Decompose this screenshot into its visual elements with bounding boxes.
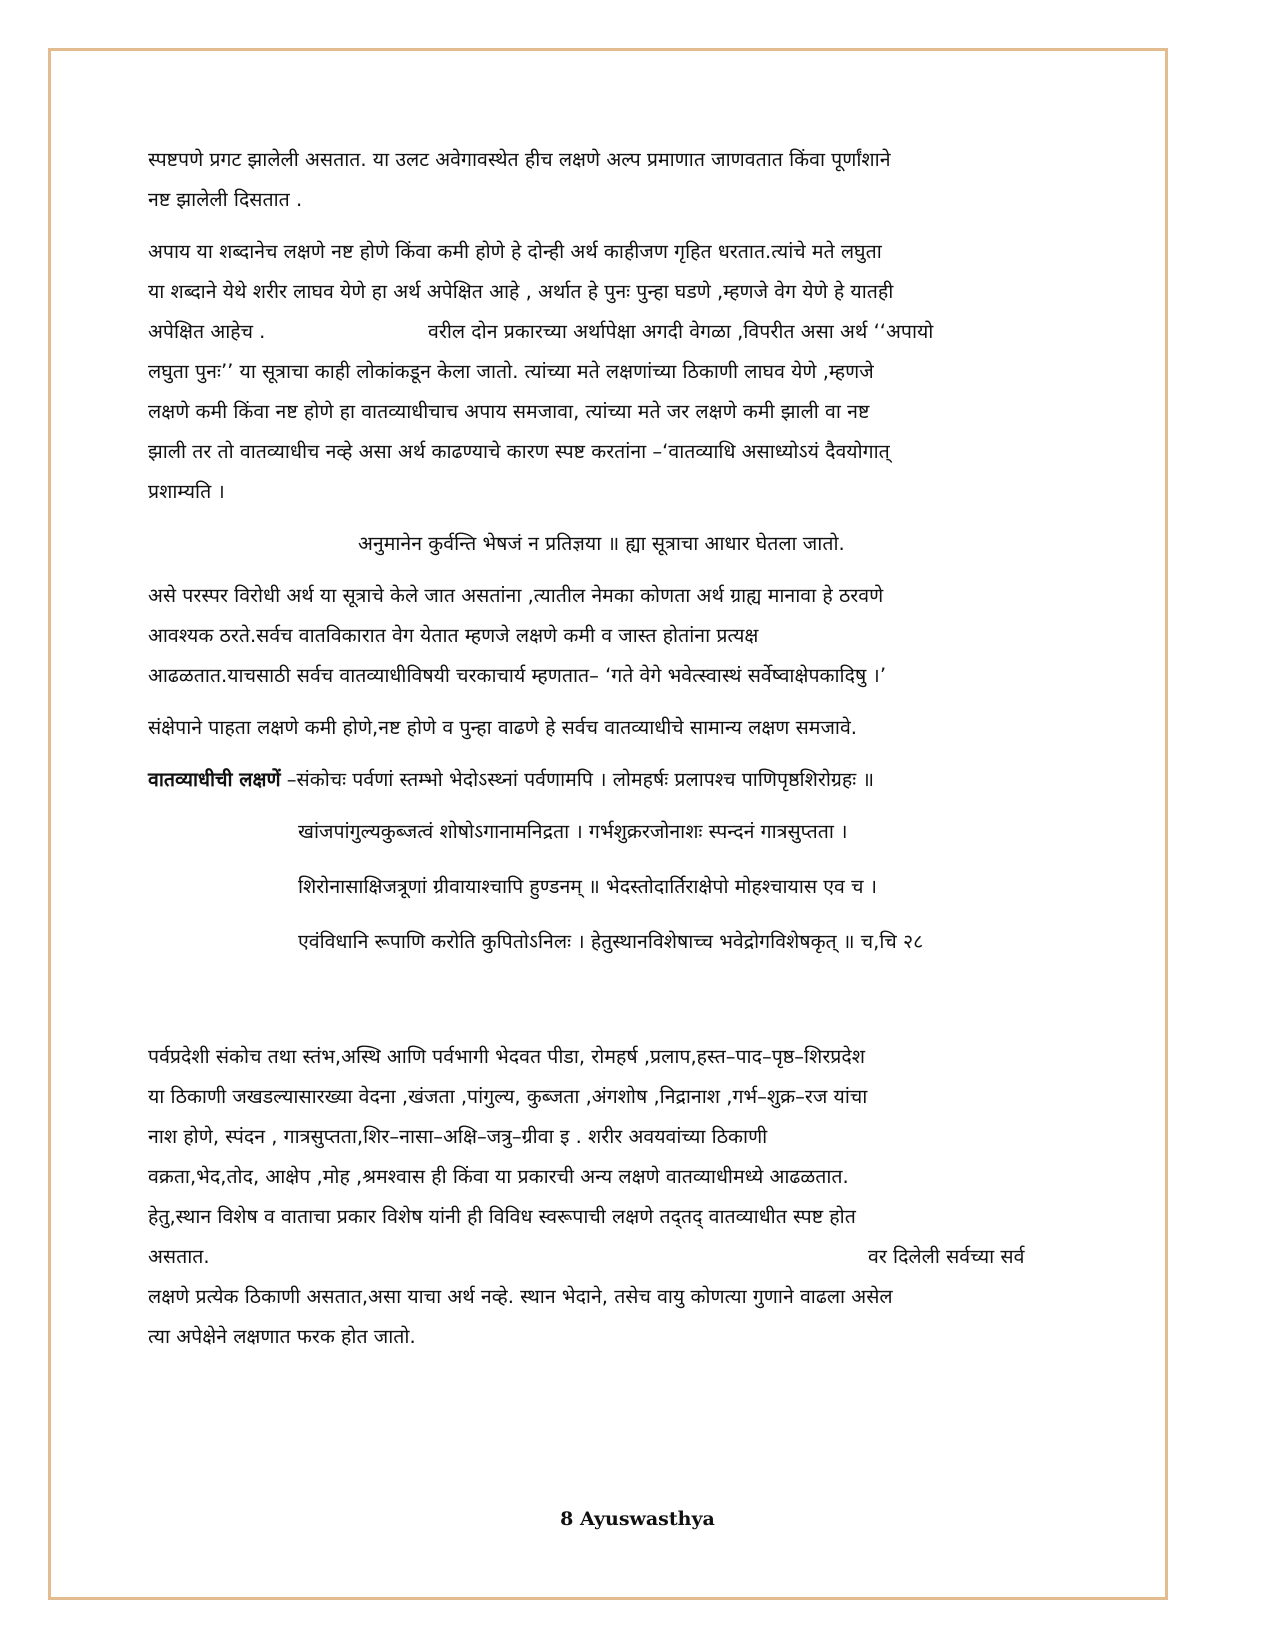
text-fragment: अपेक्षित आहेच .	[148, 320, 266, 343]
text-line	[148, 1237, 1128, 1277]
text-line: त्या अपेक्षेने लक्षणात फरक होत जातो.	[148, 1325, 416, 1348]
text-fragment: वरील दोन प्रकारच्या अर्थापेक्षा अगदी वेगळा ,विपरीत असा अर्थ ‘‘अपायो	[428, 320, 934, 343]
text-line	[148, 312, 1128, 352]
text-line: आवश्यक ठरते.सर्वच वातविकारात वेग येतात म्हणजे लक्षणे कमी व जास्त होतांना प्रत्यक्ष	[148, 624, 759, 647]
text-line: एवंविधानि रूपाणि करोति कुपितोऽनिलः । हेतुस्थानविशेषाच्च भवेद्रोगविशेषकृत् ॥ च,चि २८	[298, 930, 924, 953]
text-line: असे परस्पर विरोधी अर्थ या सूत्राचे केले जात असतांना ,त्यातील नेमका कोणता अर्थ ग्राह्य मानावा हे ठरवणे	[148, 584, 884, 607]
text-line: झाली तर तो वातव्याधीच नव्हे असा अर्थ काढण्याचे कारण स्पष्ट करतांना –‘वातव्याधि असाध्योऽयं दैवयोगात्	[148, 440, 890, 463]
page-body	[148, 140, 1128, 1369]
text-fragment: –संकोचः पर्वणां स्तम्भो भेदोऽस्थ्नां पर्वणामपि । लोमहर्षः प्रलापश्च पाणिपृष्ठशिरोग्रहः ॥	[280, 768, 875, 791]
text-line: पर्वप्रदेशी संकोच तथा स्तंभ,अस्थि आणि पर्वभागी भेदवत पीडा, रोमहर्ष ,प्रलाप,हस्त–पाद–पृष्ठ–शिरप्रदेश	[148, 1045, 866, 1068]
paragraph-1	[148, 140, 1128, 220]
spacer	[148, 977, 1128, 1037]
paragraph-6	[148, 760, 1128, 800]
text-fragment: असतात.	[148, 1245, 210, 1268]
text-line: लघुता पुनः’’ या सूत्राचा काही लोकांकडून केला जातो. त्यांच्या मते लक्षणांच्या ठिकाणी लाघव येणे ,म्हणजे	[148, 360, 874, 383]
text-line: वक्रता,भेद,तोद, आक्षेप ,मोह ,श्रमश्वास ही किंवा या प्रकारची अन्य लक्षणे वातव्याधीमध्ये आढळतात.	[148, 1165, 849, 1188]
text-line	[148, 760, 1128, 800]
text-line: लक्षणे कमी किंवा नष्ट होणे हा वातव्याधीचाच अपाय समजावा, त्यांच्या मते जर लक्षणे कमी झाली वा नष्ट	[148, 400, 870, 423]
verse-line	[148, 812, 1128, 852]
text-line: या शब्दाने येथे शरीर लाघव येणे हा अर्थ अपेक्षित आहे , अर्थात हे पुनः पुन्हा घडणे ,म्हणजे वेग येणे हे यातही	[148, 280, 894, 303]
text-line: अपाय या शब्दानेच लक्षणे नष्ट होणे किंवा कमी होणे हे दोन्ही अर्थ काहीजण गृहित धरतात.त्यांचे मते लघुता	[148, 240, 882, 263]
verse-line	[148, 922, 1128, 962]
text-line: संक्षेपाने पाहता लक्षणे कमी होणे,नष्ट होणे व पुन्हा वाढणे हे सर्वच वातव्याधीचे सामान्य लक्षण समजावे.	[148, 716, 857, 739]
quoted-verse	[148, 524, 1128, 564]
text-line: आढळतात.याचसाठी सर्वच वातव्याधीविषयी चरकाचार्य म्हणतात– ‘गते वेगे भवेत्स्वास्थं सर्वेष्वाक्षेपकादिषु ।’	[148, 664, 887, 687]
text-fragment: वर दिलेली सर्वच्या सर्व	[868, 1245, 1025, 1268]
text-line: नाश होणे, स्पंदन , गात्रसुप्तता,शिर–नासा–अक्षि–जत्रु–ग्रीवा इ . शरीर अवयवांच्या ठिकाणी	[148, 1125, 768, 1148]
paragraph-4	[148, 576, 1128, 696]
paragraph-5	[148, 708, 1128, 748]
verse-line	[148, 867, 1128, 907]
text-line: शिरोनासाक्षिजत्रूणां ग्रीवायाश्चापि हुण्डनम् ॥ भेदस्तोदार्तिराक्षेपो मोहश्चायास एव च ।	[298, 875, 878, 898]
text-line: लक्षणे प्रत्येक ठिकाणी असतात,असा याचा अर्थ नव्हे. स्थान भेदाने, तसेच वायु कोणत्या गुणाने वाढला असेल	[148, 1285, 893, 1308]
page-footer: 8 Ayuswasthya	[560, 1508, 715, 1530]
paragraph-2	[148, 232, 1128, 512]
paragraph-7	[148, 1037, 1128, 1357]
text-line: खांजपांगुल्यकुब्जत्वं शोषोऽगानामनिद्रता । गर्भशुक्ररजोनाशः स्पन्दनं गात्रसुप्तता ।	[298, 820, 848, 843]
text-line: प्रशाम्यति ।	[148, 480, 225, 503]
text-line: स्पष्टपणे प्रगट झालेली असतात. या उलट अवेगावस्थेत हीच लक्षणे अल्प प्रमाणात जाणवतात किंवा पूर्णांशाने	[148, 148, 891, 171]
text-line: नष्ट झालेली दिसतात .	[148, 188, 303, 211]
text-line: हेतु,स्थान विशेष व वाताचा प्रकार विशेष यांनी ही विविध स्वरूपाची लक्षणे तद्तद् वातव्याधीत स्पष्ट होत	[148, 1205, 856, 1228]
text-line: या ठिकाणी जखडल्यासारख्या वेदना ,खंजता ,पांगुल्य, कुब्जता ,अंगशोष ,निद्रानाश ,गर्भ–शुक्र–रज यांचा	[148, 1085, 868, 1108]
section-heading: वातव्याधीची लक्षणें	[148, 768, 281, 791]
text-line: अनुमानेन कुर्वन्ति भेषजं न प्रतिज्ञया ॥ ह्या सूत्राचा आधार घेतला जातो.	[358, 532, 845, 555]
